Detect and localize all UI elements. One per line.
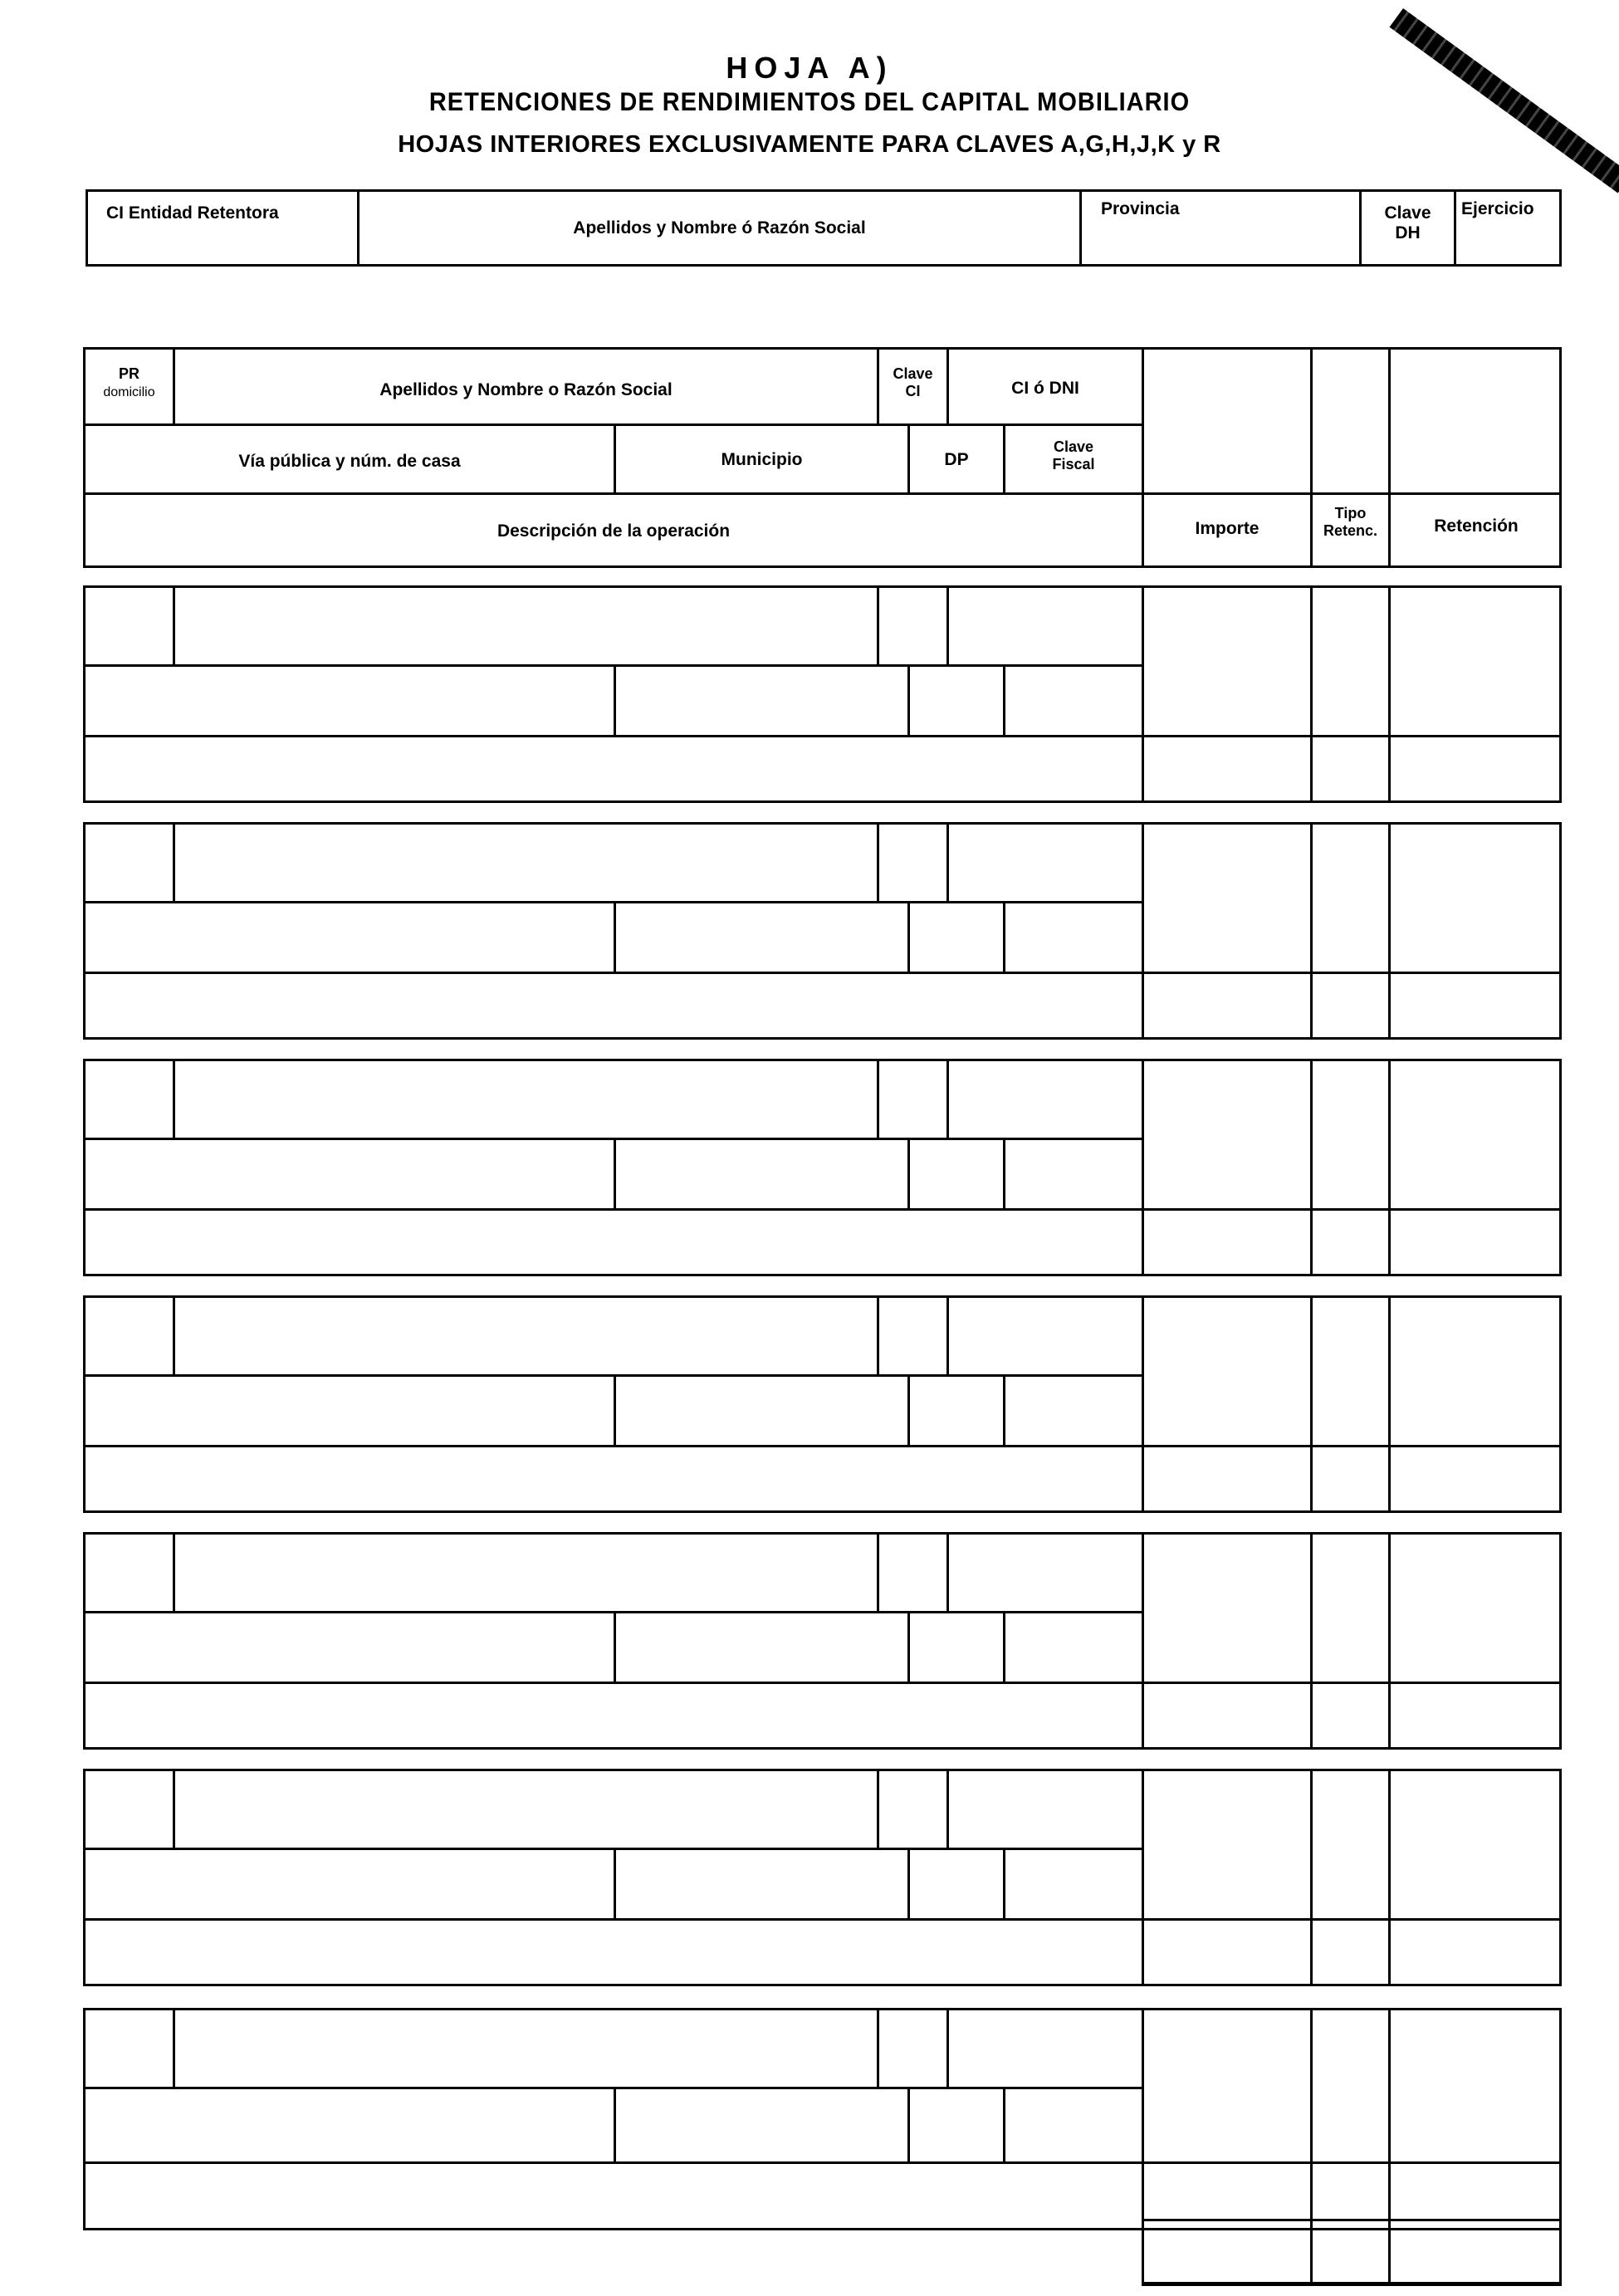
col-ci-dni-label: CI ó DNI	[1011, 379, 1079, 398]
col-descripcion-label: Descripción de la operación	[496, 521, 731, 541]
form-title: HOJA A)	[726, 51, 893, 85]
form-subtitle-claves: HOJAS INTERIORES EXCLUSIVAMENTE PARA CLAVES A,G,H,J,K y R	[398, 131, 1221, 158]
col-clave-ci-label: Clave CI	[893, 365, 933, 399]
col-clave-fiscal-label: Clave Fiscal	[1052, 438, 1095, 472]
clave-dh-label: Clave DH	[1384, 203, 1431, 243]
pr-domicilio-label: PR domicilio	[103, 365, 155, 399]
form-subtitle: RETENCIONES DE RENDIMIENTOS DEL CAPITAL MOBILIARIO	[428, 87, 1191, 117]
col-municipio-label: Municipio	[721, 450, 803, 469]
col-dp-label: DP	[944, 450, 969, 469]
col-name-label: Apellidos y Nombre o Razón Social	[379, 380, 673, 399]
col-via-label: Vía pública y núm. de casa	[238, 452, 461, 471]
ci-entidad-label: CI Entidad Retentora	[106, 203, 279, 223]
entity-name-label: Apellidos y Nombre ó Razón Social	[573, 218, 866, 237]
col-importe-label: Importe	[1195, 519, 1259, 538]
ejercicio-label: Ejercicio	[1461, 199, 1534, 218]
col-retencion-label: Retención	[1434, 516, 1519, 536]
provincia-label: Provincia	[1101, 199, 1180, 218]
col-tipo-retenc-label: Tipo Retenc.	[1323, 505, 1378, 539]
